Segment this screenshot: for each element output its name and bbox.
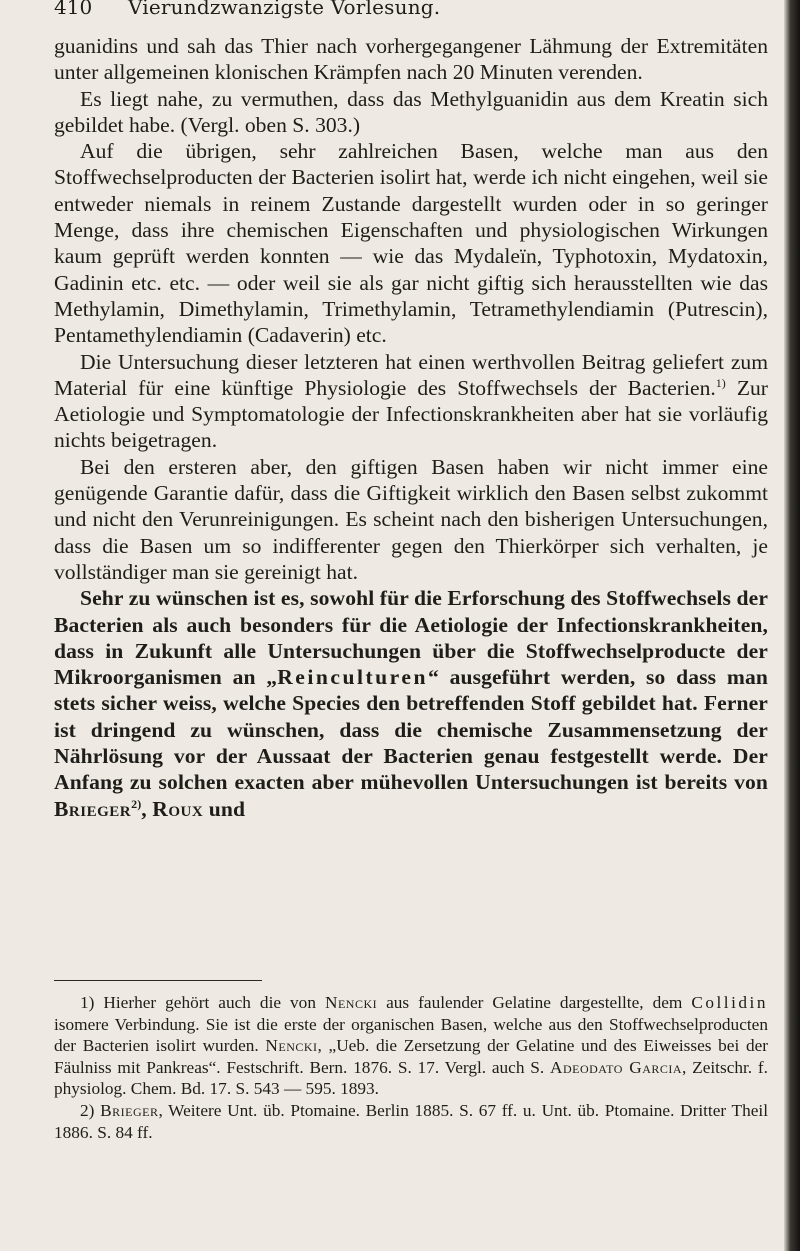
footnote-ref-1: 1)	[715, 375, 726, 390]
footnote-1-text-c: isomere Verbindung. Sie ist die erste der organischen Basen, welche aus den Stoffwechselproducten der Bacterien isolirt wurden.	[54, 1014, 768, 1056]
paragraph-4-text-a: Die Untersuchung dieser letzteren hat einen werthvollen Beitrag geliefert zum Material für eine künftige Physiologie des Stoffwechsels der Bacterien.	[54, 349, 768, 400]
footnote-1-text-b: aus faulender Gelatine dargestellte, dem	[377, 993, 692, 1012]
footnote-1	[54, 992, 768, 1100]
main-text	[54, 33, 768, 822]
page-binding-edge	[784, 0, 800, 1251]
footnote-2	[54, 1100, 768, 1143]
running-title: Vierundzwanzigste Vorlesung.	[128, 0, 441, 19]
footnote-1-name-nencki: Nencki	[324, 993, 378, 1012]
footnote-1-name-nencki-2: Nencki	[265, 1036, 318, 1056]
paragraph-3: Auf die übrigen, sehr zahlreichen Basen, welche man aus den Stoffwechselproducten der Bacterien isolirt hat, werde ich nicht eingehen, weil sie entweder niemals in reinem Zustande dargestellt wurden oder in so geringer Menge, dass ihre chemischen Eigenschaften und physiologischen Wirkungen kaum geprüft werden konnten — wie das Mydaleïn, Typhotoxin, Mydatoxin, Gadinin etc. etc. — oder weil sie als gar nicht giftig sich herausstellten wie das Methylamin, Dimethylamin, Trimethylamin, Tetramethylendiamin (Putrescin), Pentamethylendiamin (Cadaverin) etc.	[54, 139, 768, 348]
paragraph-6-text-a: Sehr zu wünschen ist es, sowohl für die Erforschung des Stoffwechsels der Bacterien als auch besonders für die Aetiologie der Infectionskrankheiten, dass in Zukunft alle Untersuchungen über die Stoffwechselproducte der Mikroorganismen an „	[54, 586, 768, 690]
paragraph-4	[54, 349, 768, 454]
spaced-term-reinculturen: Reinculturen	[277, 665, 428, 690]
paragraph-4-text-b: Zur Aetiologie und Symptomatologie der Infectionskrankheiten aber hat sie vorläufig nichts beigetragen.	[54, 375, 768, 453]
page-number: 410	[54, 0, 93, 19]
footnote-1-text-e: , Zeitschr. f. physiolog. Chem. Bd. 17. S. 543 — 595. 1893.	[54, 1057, 768, 1099]
paragraph-6	[54, 585, 768, 822]
running-header	[54, 0, 774, 30]
footnote-1-name-garcia: Adeodato Garcia	[550, 1057, 683, 1077]
footnote-1-text-a: 1) Hierher gehört auch die von	[80, 993, 325, 1012]
paragraph-2: Es liegt nahe, zu vermuthen, dass das Methylguanidin aus dem Kreatin sich gebildet habe. (Vergl. oben S. 303.)	[54, 86, 768, 137]
author-name-roux: Roux	[152, 796, 204, 821]
footnote-ref-2: 2)	[131, 796, 142, 811]
paragraph-1: guanidins und sah das Thier nach vorhergegangener Lähmung der Extremitäten unter allgemeinen klonischen Krämpfen nach 20 Minuten verenden.	[54, 34, 768, 85]
footnote-1-text-d: , „Ueb. die Zersetzung der Gelatine und des Eiweisses bei der Fäulniss mit Pankreas“. Festschrift. Bern. 1876. S. 17. Vergl. auch S.	[54, 1036, 769, 1077]
footnote-2-name-brieger: Brieger	[100, 1100, 159, 1120]
footnote-1-spaced-collidin: Collidin	[691, 993, 768, 1012]
paragraph-6-text-d: und	[203, 796, 246, 821]
author-name-brieger: Brieger	[54, 796, 132, 821]
footnotes	[54, 992, 768, 1143]
footnote-2-text-b: , Weitere Unt. üb. Ptomaine. Berlin 1885. S. 67 ff. u. Unt. üb. Ptomaine. Dritter Theil 1886. S. 84 ff.	[54, 1100, 768, 1142]
footnote-2-text-a: 2)	[80, 1100, 101, 1120]
paragraph-5: Bei den ersteren aber, den giftigen Basen haben wir nicht immer eine genügende Garantie dafür, dass die Giftigkeit wirklich den Basen selbst zukommt und nicht den Verunreinigungen. Es scheint nach den bisherigen Untersuchungen, dass die Basen um so indifferenter gegen den Thierkörper sich verhalten, je vollständiger man sie gereinigt hat.	[54, 454, 768, 584]
paragraph-6-text-b: “ ausgeführt werden, so dass man stets sicher weiss, welche Species den betreffenden Stoff gebildet hat. Ferner ist dringend zu wünschen, dass die chemische Zusammensetzung der Nährlösung vor der Aussaat der Bacterien genau festgestellt werde. Der Anfang zu solchen exacten aber mühevollen Untersuchungen ist bereits von	[54, 665, 768, 795]
paragraph-6-text-c: ,	[141, 796, 153, 821]
footnote-separator	[54, 980, 262, 981]
